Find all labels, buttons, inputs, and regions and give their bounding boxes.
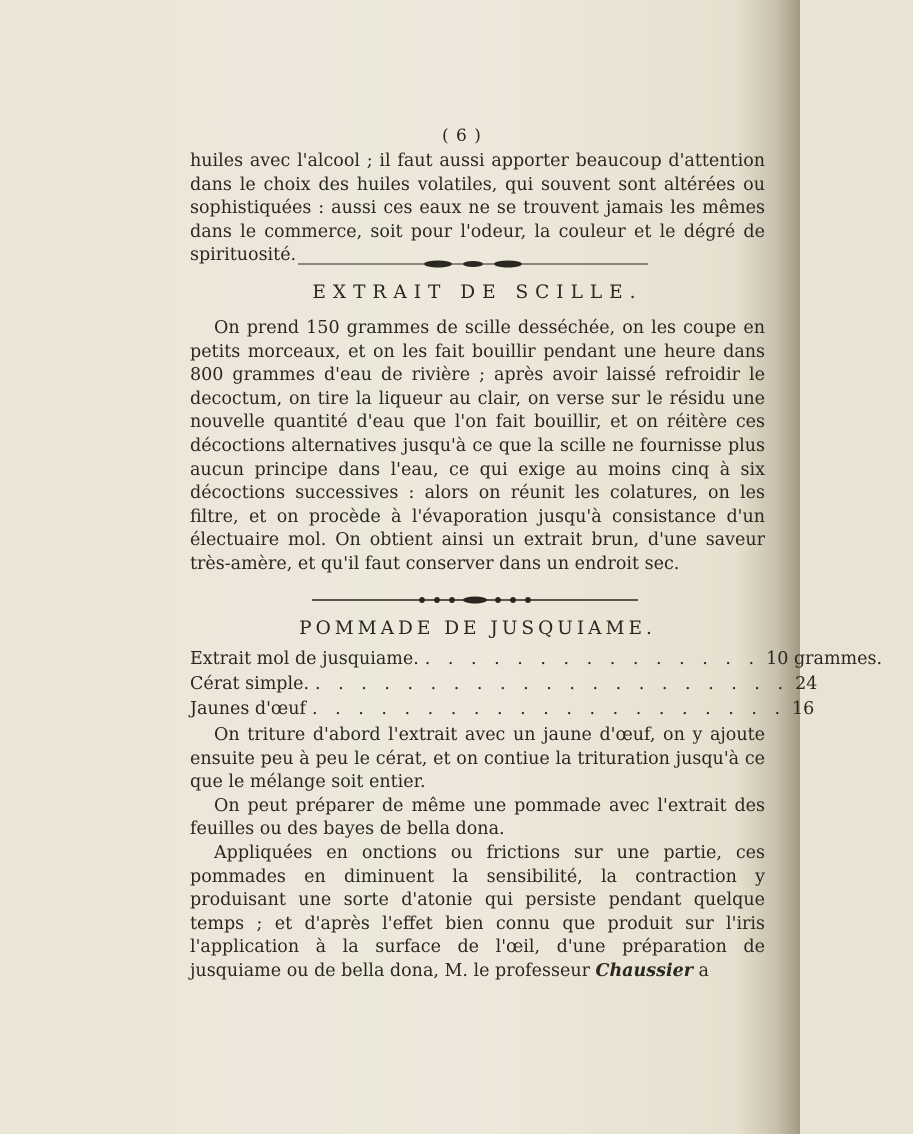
ornament-divider-2 — [312, 596, 638, 604]
intro-paragraph-block — [190, 150, 765, 268]
ingredient-label: Jaunes d'œuf — [190, 699, 306, 719]
section-title-scille: EXTRAIT DE SCILLE. — [312, 282, 643, 303]
section2-paragraph-3 — [190, 842, 765, 984]
section2-body — [190, 724, 765, 984]
ingredient-list — [190, 647, 883, 722]
ingredient-row — [190, 697, 815, 722]
author-name: Chaussier — [595, 960, 693, 981]
ingredient-row — [190, 672, 818, 697]
paragraph-3-end: a — [692, 960, 709, 981]
ingredient-row — [190, 647, 883, 672]
intro-paragraph: huiles avec l'alcool ; il faut aussi apporter beaucoup d'attention dans le choix des huiles volatiles, qui souvent sont altérées ou sophistiquées : aussi ces eaux ne se trouvent jamais les mêmes dans le commerce, soit pour l'odeur, la couleur et le dégré de spirituosité. — [190, 151, 765, 266]
leader-dots: . . . . . . . . . . . . . . . . . . . . . — [311, 699, 787, 719]
page-number: ( 6 ) — [442, 126, 482, 146]
ingredient-label: Cérat simple. — [190, 674, 310, 694]
ingredient-qty: 10 grammes. — [766, 649, 883, 669]
ingredient-label: Extrait mol de jusquiame. — [190, 649, 419, 669]
ingredient-qty: 24 — [795, 674, 818, 694]
section2-paragraph-1: On triture d'abord l'extrait avec un jaune d'œuf, on y ajoute ensuite peu à peu le cérat, et on contiue la trituration jusqu'à ce que le mélange soit entier. — [190, 725, 765, 793]
section-title-jusquiame: POMMADE DE JUSQUIAME. — [299, 618, 656, 639]
ingredient-qty: 16 — [792, 699, 815, 719]
section1-paragraph: On prend 150 grammes de scille desséchée, on les coupe en petits morceaux, et on les fait bouillir pendant une heure dans 800 grammes d'eau de rivière ; après avoir laissé refroidir le decoctum, on tire la liqueur au clair, on verse sur le résidu une nouvelle quantité d'eau que l'on fait bouillir, et on réitère ces décoctions alternatives jusqu'à ce que la scille ne fournisse plus aucun principe dans l'eau, ce qui exige au moins cinq à six décoctions successives : alors on réunit les colatures, on les filtre, et on procède à l'évaporation jusqu'à consistance d'un électuaire mol. On obtient ainsi un extrait brun, d'une saveur très-amère, et qu'il faut conserver dans un endroit sec. — [190, 318, 765, 574]
section1-body — [190, 317, 765, 577]
section2-paragraph-2: On peut préparer de même une pommade avec l'extrait des feuilles ou des bayes de bella dona. — [190, 795, 765, 840]
paragraph-3-text: Appliquées en onctions ou frictions sur une partie, ces pommades en diminuent la sensibilité, la contraction y produisant une sorte d'atonie qui persiste pendant quelque temps ; et d'après l'effet bien connu que produit sur l'iris l'application à la surface de l'œil, d'une préparation de jusquiame ou de bella dona, M. le professeur — [190, 842, 765, 981]
ornament-divider-1 — [298, 260, 648, 268]
leader-dots: . . . . . . . . . . . . . . . — [424, 649, 761, 669]
leader-dots: . . . . . . . . . . . . . . . . . . . . . — [315, 674, 790, 694]
